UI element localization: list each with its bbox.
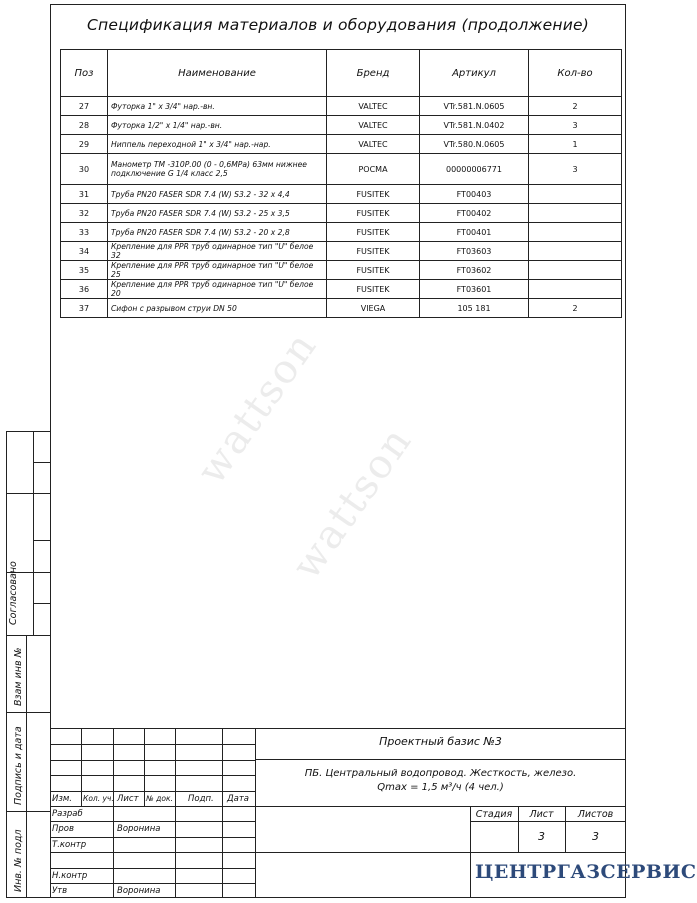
table-row	[61, 299, 622, 318]
header-brand: Бренд	[327, 50, 420, 97]
role-checked: Пров	[52, 824, 74, 834]
specification-table	[60, 49, 622, 318]
cell-name: Манометр ТМ -310Р.00 (0 - 0,6МРа) 63мм нижнее подключение G 1/4 класс 2,5	[108, 154, 327, 185]
cell-article: VTr.581.N.0402	[420, 116, 529, 135]
cell-name: Футорка 1/2" x 1/4" нар.-вн.	[108, 116, 327, 135]
cell-article: VTr.581.N.0605	[420, 97, 529, 116]
sheet-label: Лист	[529, 809, 554, 820]
table-row	[61, 185, 622, 204]
role-tech-control: Т.контр	[52, 840, 87, 850]
cell-brand: РОСМА	[327, 154, 420, 185]
sheets-label: Листов	[577, 809, 614, 820]
cell-brand: FUSITEK	[327, 261, 420, 280]
sheet-value: 3	[538, 830, 545, 843]
cell-qty: 1	[529, 135, 622, 154]
header-article: Артикул	[420, 50, 529, 97]
cell-qty	[529, 204, 622, 223]
cell-article: FT00402	[420, 204, 529, 223]
table-row	[61, 204, 622, 223]
cell-article: VTr.580.N.0605	[420, 135, 529, 154]
cell-name: Труба PN20 FASER SDR 7.4 (W) S3.2 - 32 x 4,4	[108, 185, 327, 204]
table-row	[61, 223, 622, 242]
cell-article: FT00403	[420, 185, 529, 204]
cell-article: FT03603	[420, 242, 529, 261]
watermark-1: wattson	[188, 323, 327, 493]
cell-brand: VALTEC	[327, 97, 420, 116]
cell-name: Крепление для PPR труб одинарное тип "U" белое 32	[108, 242, 327, 261]
cell-article: FT03601	[420, 280, 529, 299]
cell-name: Сифон с разрывом струи DN 50	[108, 299, 327, 318]
checked-name: Воронина	[117, 824, 161, 834]
cell-qty	[529, 185, 622, 204]
inv-orig-label: Инв. № подл	[13, 829, 24, 892]
table-row	[61, 261, 622, 280]
project-name: Проектный базис №3	[379, 735, 502, 748]
col-header-change: Изм.	[52, 794, 72, 804]
cell-qty	[529, 242, 622, 261]
agreed-label: Согласовано	[8, 561, 19, 625]
inv-replace-label: Взам инв №	[13, 647, 24, 706]
cell-brand: VALTEC	[327, 135, 420, 154]
company-logo: ЦЕНТРГАЗСЕРВИС	[475, 861, 697, 883]
cell-pos: 37	[61, 299, 108, 318]
cell-brand: FUSITEK	[327, 204, 420, 223]
cell-pos: 32	[61, 204, 108, 223]
cell-qty: 2	[529, 97, 622, 116]
cell-qty: 3	[529, 154, 622, 185]
cell-pos: 33	[61, 223, 108, 242]
role-norm-control: Н.контр	[52, 871, 88, 881]
cell-qty	[529, 280, 622, 299]
cell-name: Крепление для PPR труб одинарное тип "U" белое 25	[108, 261, 327, 280]
col-header-date: Дата	[227, 794, 250, 804]
col-header-count: Кол. уч.	[83, 794, 114, 803]
cell-brand: VALTEC	[327, 116, 420, 135]
cell-pos: 28	[61, 116, 108, 135]
table-row	[61, 116, 622, 135]
cell-name: Труба PN20 FASER SDR 7.4 (W) S3.2 - 20 x 2,8	[108, 223, 327, 242]
stage-label: Стадия	[475, 809, 513, 820]
cell-article: FT03602	[420, 261, 529, 280]
cell-pos: 35	[61, 261, 108, 280]
cell-article: FT00401	[420, 223, 529, 242]
page-title: Спецификация материалов и оборудования (продолжение)	[87, 16, 589, 34]
cell-name: Ниппель переходной 1" x 3/4" нар.-нар.	[108, 135, 327, 154]
col-header-doc: № док.	[146, 794, 173, 803]
cell-pos: 30	[61, 154, 108, 185]
cell-qty	[529, 261, 622, 280]
cell-pos: 31	[61, 185, 108, 204]
cell-qty: 2	[529, 299, 622, 318]
cell-name: Крепление для PPR труб одинарное тип "U" белое 20	[108, 280, 327, 299]
description-line2: Qmax = 1,5 м³/ч (4 чел.)	[377, 782, 504, 793]
header-name: Наименование	[108, 50, 327, 97]
cell-name: Футорка 1" x 3/4" нар.-вн.	[108, 97, 327, 116]
header-pos: Поз	[61, 50, 108, 97]
cell-article: 105 181	[420, 299, 529, 318]
table-row	[61, 280, 622, 299]
sheets-value: 3	[592, 830, 599, 843]
cell-qty: 3	[529, 116, 622, 135]
cell-brand: FUSITEK	[327, 280, 420, 299]
cell-pos: 34	[61, 242, 108, 261]
col-header-sheet: Лист	[117, 794, 139, 804]
header-qty: Кол-во	[529, 50, 622, 97]
cell-brand: FUSITEK	[327, 223, 420, 242]
cell-qty	[529, 223, 622, 242]
table-row	[61, 154, 622, 185]
role-developer: Разраб	[52, 809, 83, 819]
watermark-2: wattson	[283, 418, 422, 588]
sign-date-label: Подпись и дата	[13, 726, 24, 805]
cell-brand: VIEGA	[327, 299, 420, 318]
cell-article: 00000006771	[420, 154, 529, 185]
table-row	[61, 97, 622, 116]
table-header-row	[61, 50, 622, 97]
table-row	[61, 242, 622, 261]
cell-name: Труба PN20 FASER SDR 7.4 (W) S3.2 - 25 x 3,5	[108, 204, 327, 223]
cell-pos: 29	[61, 135, 108, 154]
role-approved: Утв	[52, 886, 68, 896]
description-line1: ПБ. Центральный водопровод. Жесткость, железо.	[304, 768, 577, 779]
col-header-sign: Подп.	[188, 794, 214, 804]
cell-brand: FUSITEK	[327, 242, 420, 261]
cell-brand: FUSITEK	[327, 185, 420, 204]
cell-pos: 36	[61, 280, 108, 299]
approved-name: Воронина	[117, 886, 161, 896]
cell-pos: 27	[61, 97, 108, 116]
table-row	[61, 135, 622, 154]
